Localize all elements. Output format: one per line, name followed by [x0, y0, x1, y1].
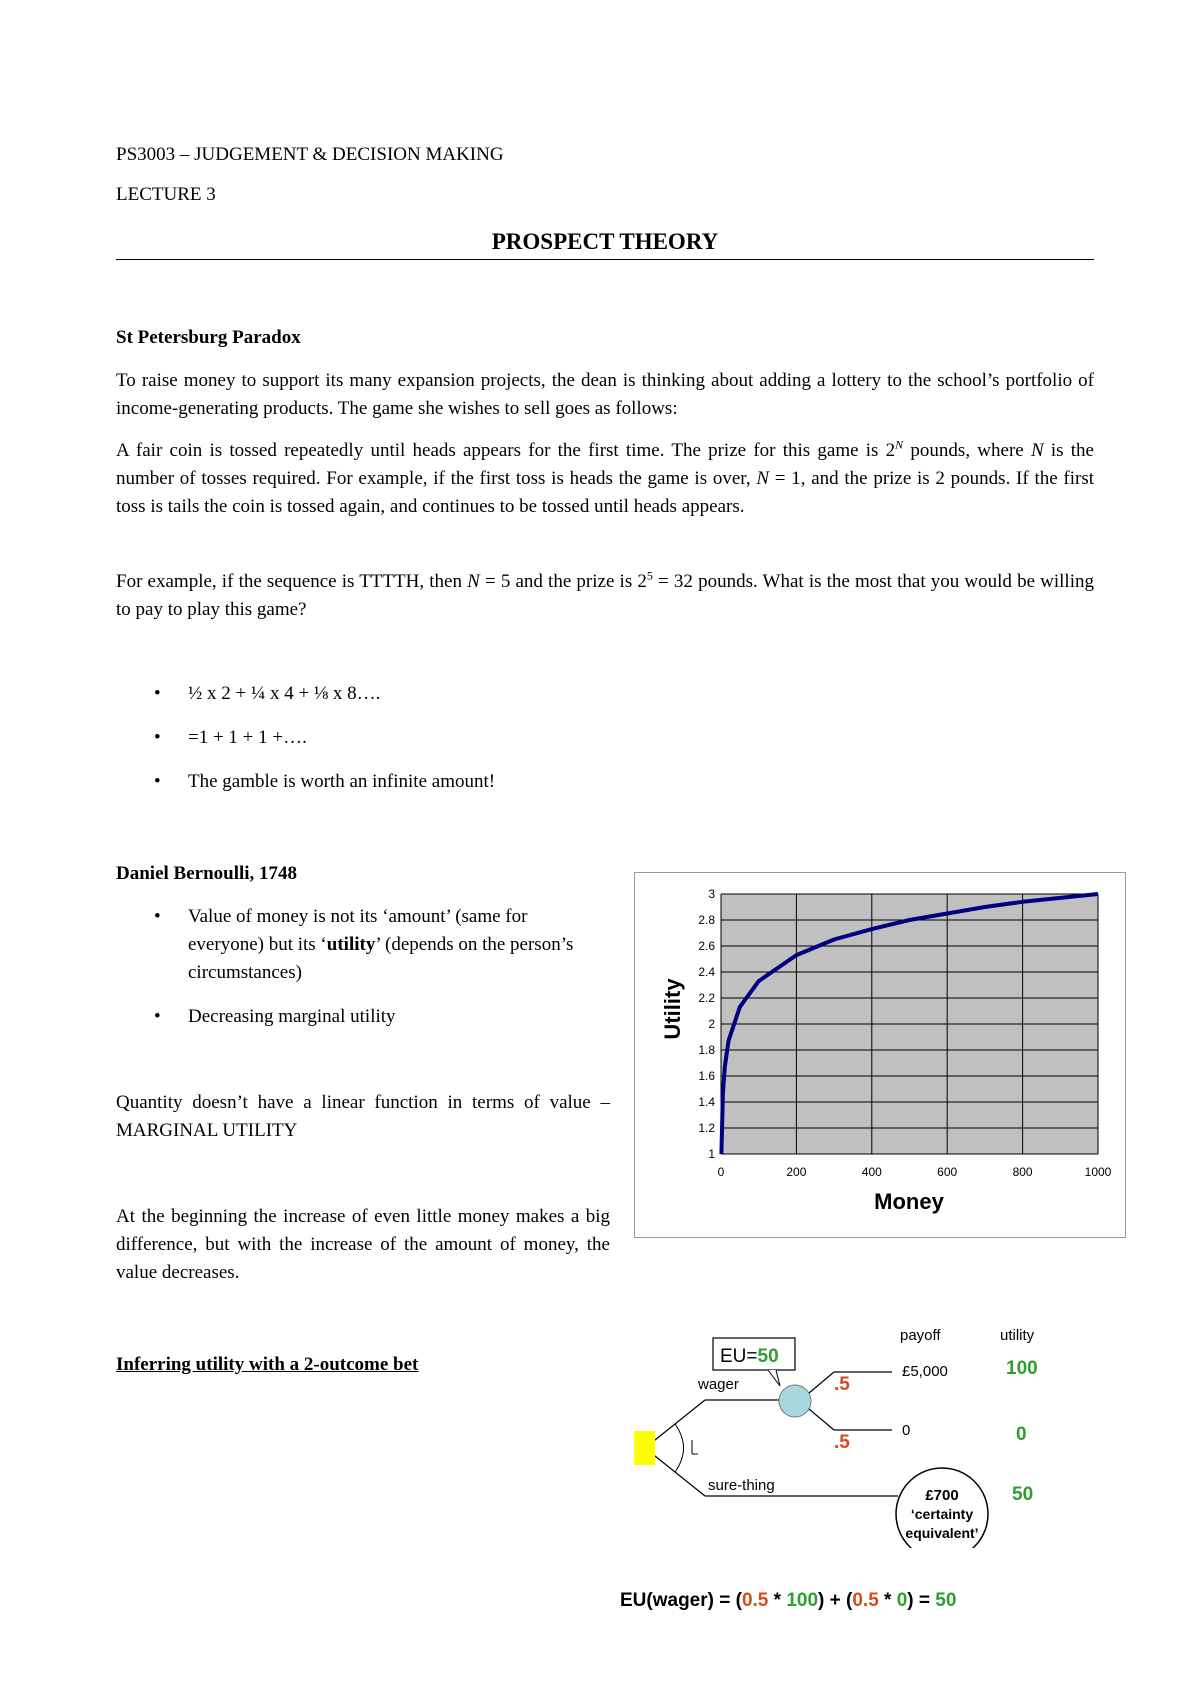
- bullet-marker: •: [154, 906, 161, 927]
- course-title: PS3003 – JUDGEMENT & DECISION MAKING: [116, 144, 504, 165]
- utility-sure: 50: [1012, 1484, 1034, 1505]
- paragraph-intro: To raise money to support its many expansion projects, the dean is thinking about adding a lottery to the school’s portfolio of income-generating products. The game she wishes to sell goes as follows:: [116, 370, 1094, 419]
- paragraph-increase: At the beginning the increase of even little money makes a big difference, but with the increase of the amount of money, the value decreases.: [116, 1206, 610, 1283]
- x-tick-label: 200: [786, 1165, 807, 1179]
- ce-label-2: equivalent’: [905, 1525, 979, 1541]
- x-tick-label: 400: [861, 1165, 882, 1179]
- y-axis-label: Utility: [660, 978, 685, 1040]
- bullet-utility-definition: Value of money is not its ‘amount’ (same for everyone) but its ‘utility’ (depends on the person’s circumstances): [188, 906, 574, 983]
- payoff-top: £5,000: [902, 1363, 948, 1380]
- y-tick-label: 1.8: [698, 1043, 715, 1057]
- ce-amount: £700: [925, 1487, 959, 1504]
- utility-chart: [634, 872, 1126, 1238]
- bullet-expected-value: ½ x 2 + ¼ x 4 + ⅛ x 8….: [188, 683, 381, 704]
- utility-top: 100: [1006, 1358, 1038, 1379]
- x-tick-label: 1000: [1084, 1165, 1112, 1179]
- sure-thing-label: sure-thing: [708, 1477, 775, 1494]
- eu-box-pointer: [768, 1370, 780, 1386]
- payoff-header: payoff: [900, 1327, 941, 1344]
- paragraph-game-rules: A fair coin is tossed repeatedly until heads appears for the first time. The prize for this game is $2^N$ pounds, where N is the number of tosses required. For example, if the first toss is heads the game is over, N = 1, and the prize is 2 pounds. If the first toss is tails the coin is tossed again, and continues to be tossed until heads appears.: [116, 437, 1095, 517]
- wager-label: wager: [698, 1376, 739, 1393]
- section-heading-inferring-utility: Inferring utility with a 2-outcome bet: [116, 1354, 419, 1375]
- x-tick-label: 0: [717, 1165, 725, 1179]
- paragraph-marginal-utility: Quantity doesn’t have a linear function in terms of value – MARGINAL UTILITY: [116, 1092, 610, 1141]
- prob-bottom: .5: [834, 1432, 850, 1453]
- prob-top: .5: [834, 1374, 850, 1395]
- y-tick-label: 1: [708, 1147, 715, 1161]
- decision-tree: [620, 1318, 1120, 1548]
- bullet-marker: •: [154, 727, 161, 748]
- lecture-number: LECTURE 3: [116, 184, 216, 205]
- x-tick-label: 600: [937, 1165, 958, 1179]
- utility-bottom: 0: [1016, 1424, 1027, 1445]
- chance-node: [779, 1385, 811, 1417]
- y-tick-label: 2.4: [698, 965, 715, 979]
- bullet-sum: =1 + 1 + 1 +….: [188, 727, 307, 748]
- y-tick-label: 2.8: [698, 913, 715, 927]
- eu-formula: EU(wager) = (0.5 * 100) + (0.5 * 0) = 50: [620, 1590, 957, 1611]
- y-tick-label: 3: [708, 887, 715, 901]
- y-tick-label: 1.6: [698, 1069, 715, 1083]
- y-tick-label: 2: [708, 1017, 715, 1031]
- ce-label-1: ‘certainty: [910, 1506, 974, 1522]
- decision-node: [634, 1431, 655, 1465]
- title-rule: [116, 259, 1094, 260]
- bullet-infinite: The gamble is worth an infinite amount!: [188, 771, 496, 792]
- section-heading-st-petersburg: St Petersburg Paradox: [116, 327, 301, 348]
- y-tick-label: 2.2: [698, 991, 715, 1005]
- section-heading-bernoulli: Daniel Bernoulli, 1748: [116, 863, 298, 884]
- page-title: PROSPECT THEORY: [491, 229, 719, 254]
- x-axis-label: Money: [874, 1189, 944, 1214]
- utility-header: utility: [1000, 1327, 1035, 1344]
- bullet-marker: •: [154, 1006, 161, 1027]
- eu-box-text: EU=50: [720, 1346, 779, 1367]
- paragraph-example: For example, if the sequence is TTTTH, then N = 5 and the prize is $2^5 = 32$ pounds. What is the most that you would be willing to pay to play this game?: [116, 568, 1094, 620]
- y-tick-label: 1.4: [698, 1095, 715, 1109]
- x-tick-label: 800: [1012, 1165, 1033, 1179]
- bullet-marker: •: [154, 683, 161, 704]
- decision-arc: [675, 1424, 684, 1472]
- payoff-bottom: 0: [902, 1422, 911, 1439]
- y-tick-label: 2.6: [698, 939, 715, 953]
- y-tick-label: 1.2: [698, 1121, 715, 1135]
- bullet-marker: •: [154, 771, 161, 792]
- bullet-decreasing-utility: Decreasing marginal utility: [188, 1006, 396, 1027]
